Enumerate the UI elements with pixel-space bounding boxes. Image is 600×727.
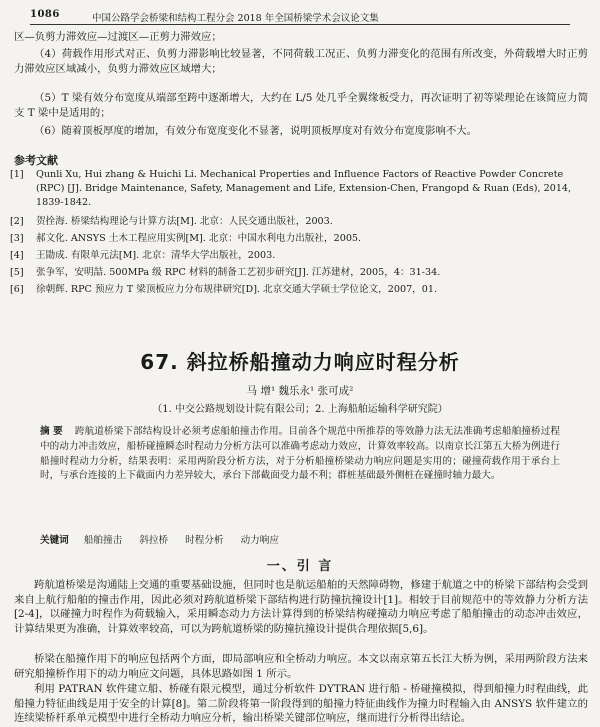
- reference-text: 徐朝辉. RPC 预应力 T 梁顶板应力分布规律研究[D]. 北京交通大学硕士学位论文，2007，01.: [36, 284, 438, 296]
- reference-text: 贺拴海. 桥梁结构理论与计算方法[M]. 北京：人民交通出版社，2003.: [36, 215, 333, 227]
- reference-text: 王勖成. 有限单元法[M]. 北京：清华大学出版社，2003.: [36, 250, 276, 262]
- reference-number: [2]: [10, 215, 24, 227]
- intro-paragraph-3: 利用 PATRAN 软件建立船、桥碰有限元模型，通过分析软件 DYTRAN 进行船 - 桥碰撞模拟，得到船撞力时程曲线，此船撞力特征曲线是用于安全的计算[8]。第二阶段将第一阶段得到的船撞力特征曲线作为撞力时程输入由 ANSYS 软件建立的连续梁桥杆系单元模型中进行全桥动力响应分析，输出桥梁关键部位响应，继而进行分析得出结论。: [14, 683, 588, 724]
- article-authors: 马 增¹ 魏乐永¹ 张可成²: [246, 385, 354, 397]
- reference-item: [10, 168, 588, 211]
- keywords: [40, 532, 560, 546]
- keyword: 船舶撞击: [83, 535, 123, 546]
- reference-number: [6]: [10, 284, 24, 296]
- page-number: 1086: [30, 9, 60, 20]
- reference-list: [10, 168, 588, 298]
- reference-item: [10, 215, 588, 229]
- abstract-text: 跨航道桥梁下部结构设计必须考虑船舶撞击作用。目前各个规范中所推荐的等效静力法无法准确考虑船舶撞桥过程中的动力冲击效应，船桥碰撞瞬态时程动力分析方法可以准确考虑动力效应，计算效率较高。以南京长江第五大桥为例进行船撞时程动力分析，结果表明：采用两阶段分析方法，对于分析船撞桥梁动力响应问题是实用的；碰撞荷载作用于承台上时，与承台连接的上下截面内力差异较大，承台下部截面受力最不利；群桩基础最外侧桩在碰撞时轴力最大。: [40, 426, 561, 482]
- running-title: 中国公路学会桥梁和结构工程分会 2018 年全国桥梁学术会议论文集: [92, 13, 379, 24]
- reference-item: [10, 283, 588, 297]
- reference-item: [10, 249, 588, 263]
- reference-text: 郝文化. ANSYS 土木工程应用实例[M]. 北京：中国水利电力出版社，2005.: [36, 232, 362, 244]
- conclusion-item-6: （6）随着顶板厚度的增加，有效分布宽度变化不显著，说明顶板厚度对有效分布宽度影响不大。: [34, 125, 478, 137]
- conclusion-line: 区—负剪力滞效应—过渡区—正剪力滞效应；: [14, 31, 222, 43]
- reference-item: [10, 232, 588, 246]
- references-title: 参考文献: [14, 154, 58, 167]
- abstract: [40, 425, 560, 484]
- article-affiliation: （1. 中交公路规划设计院有限公司；2. 上海船舶运输科学研究院）: [152, 404, 448, 415]
- abstract-label: 摘 要: [40, 426, 63, 437]
- keyword: 时程分析: [185, 535, 224, 546]
- reference-number: [1]: [10, 169, 24, 180]
- article-title: 67. 斜拉桥船撞动力响应时程分析: [140, 350, 460, 374]
- reference-text: Qunli Xu, Hui zhang & Huichi Li. Mechanical Properties and Influence Factors of Reactive Powder Concrete (RPC) [J]. Bridge Maintenance, Safety, Management and Life, Extension-Chen, Frangopd & Ruan (Eds), 2014, 1839-1842.: [36, 169, 572, 209]
- reference-number: [5]: [10, 267, 24, 279]
- conclusion-item-4: （4）荷载作用形式对正、负剪力滞影响比较显著，不同荷载工况正、负剪力滞变化的范围有所改变，外荷载增大时正剪力滞效应区域减小，负剪力滞效应区域增大；: [14, 48, 588, 75]
- intro-paragraph-2: 桥梁在船撞作用下的响应包括两个方面，即局部响应和全桥动力响应。本文以南京第五长江大桥为例，采用两阶段方法来研究船撞桥作用下的动力响应文问题，具体思路如图 1 所示。: [14, 653, 588, 680]
- keyword: 斜拉桥: [139, 535, 169, 546]
- conclusion-item-5: （5）T 梁有效分布宽度从端部至跨中逐渐增大，大约在 L/5 处几乎全翼缘板受力，再次证明了初等梁理论在该简应力简支 T 梁中是适用的；: [14, 92, 588, 119]
- reference-number: [4]: [10, 250, 24, 262]
- keyword: 动力响应: [240, 535, 279, 546]
- intro-paragraph-1: 跨航道桥梁是沟通陆上交通的重要基础设施，但同时也是航运船舶的天然障碍物，修建于航道之中的桥梁下部结构会受到来自上航行船舶的撞击作用，因此必须对跨航道桥梁下部结构进行防撞抗撞设计[1]。相较于目前规范中的等效静力分析方法[2-4]，以碰撞力时程作为荷载输入，采用瞬态动力方法计算得到的桥梁结构碰撞动力响应考虑了船舶撞击的动态冲击效应，计算结果更为准确，计算效率较高，可以为跨航道桥梁的防撞抗撞设计提供合理依据[5,6]。: [14, 579, 588, 635]
- reference-number: [3]: [10, 232, 24, 244]
- keywords-label: 关键词: [40, 535, 69, 546]
- section-heading: 一、引 言: [266, 559, 334, 574]
- running-header: [30, 8, 570, 25]
- reference-item: [10, 266, 588, 280]
- reference-text: 张争军，安明喆. 500MPa 级 RPC 材料的制备工艺初步研究[J]. 江苏建材，2005，4：31-34.: [36, 267, 441, 279]
